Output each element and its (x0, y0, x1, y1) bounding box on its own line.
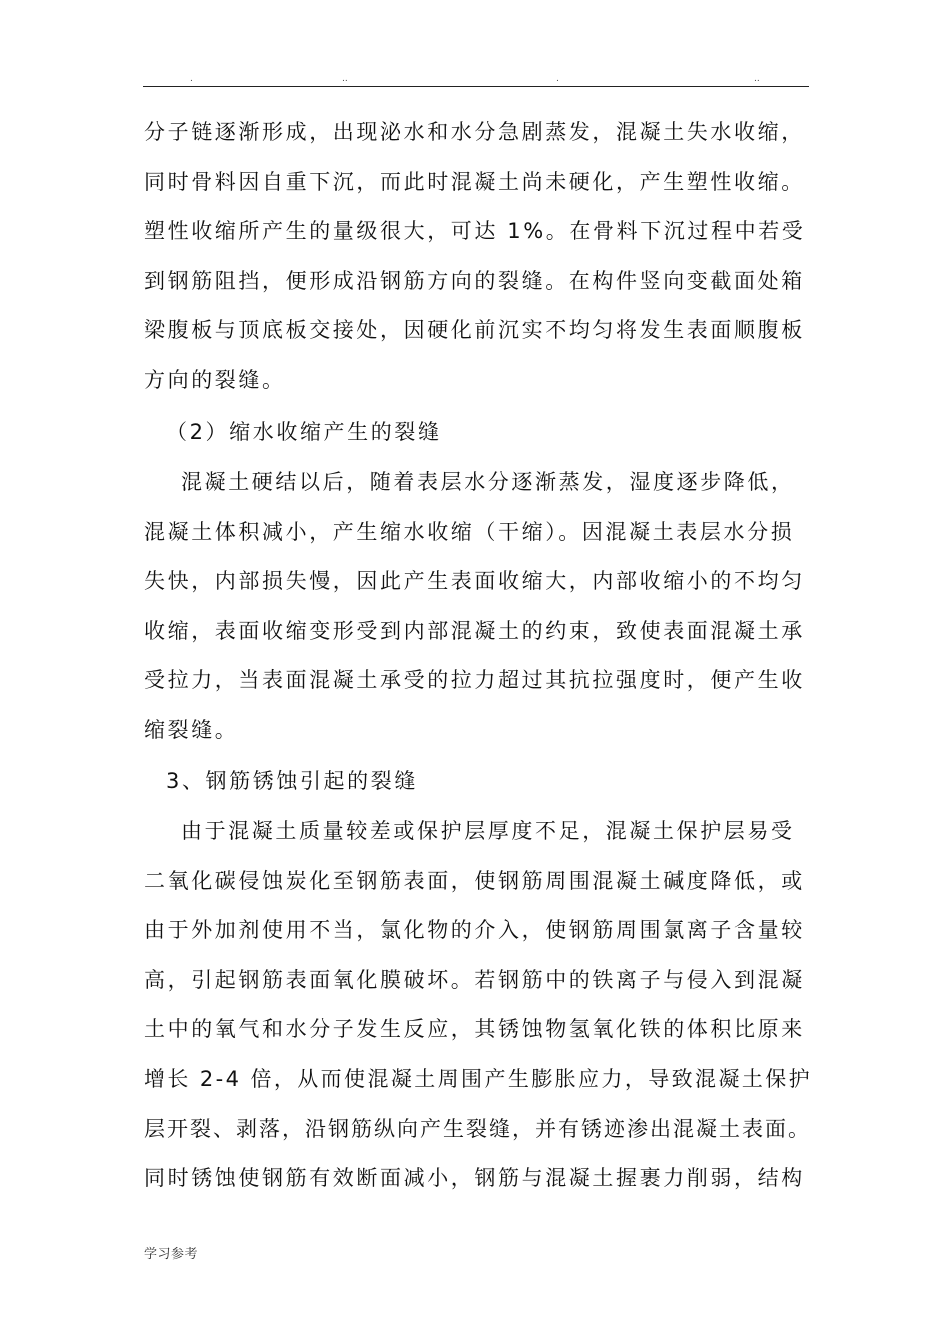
header-mark: . (556, 74, 559, 84)
text-line: 混凝土体积减小，产生缩水收缩（干缩）。因混凝土表层水分损 (144, 520, 795, 544)
header-divider (143, 86, 809, 87)
text-line: 失快，内部损失慢，因此产生表面收缩大，内部收缩小的不均匀 (144, 569, 805, 593)
text-line: 塑性收缩所产生的量级很大，可达 1%。在骨料下沉过程中若受 (144, 219, 806, 243)
header-mark: . (190, 74, 193, 84)
header-mark: .. (754, 74, 760, 84)
section-heading: 3、钢筋锈蚀引起的裂缝 (166, 769, 418, 793)
text-line: 由于外加剂使用不当，氯化物的介入，使钢筋周围氯离子含量较 (144, 918, 805, 942)
text-line: 层开裂、剥落，沿钢筋纵向产生裂缝，并有锈迹渗出混凝土表面。 (144, 1117, 811, 1141)
text-line: 到钢筋阻挡，便形成沿钢筋方向的裂缝。在构件竖向变截面处箱 (144, 269, 805, 293)
text-line: 土中的氧气和水分子发生反应，其锈蚀物氢氧化铁的体积比原来 (144, 1017, 805, 1041)
text-line: 梁腹板与顶底板交接处，因硬化前沉实不均匀将发生表面顺腹板 (144, 318, 805, 342)
text-line: 方向的裂缝。 (144, 368, 286, 392)
section-heading: （2）缩水收缩产生的裂缝 (166, 420, 442, 444)
text-line: 收缩，表面收缩变形受到内部混凝土的约束，致使表面混凝土承 (144, 619, 805, 643)
text-line: 缩裂缝。 (144, 718, 239, 742)
header-mark: .. (342, 74, 348, 84)
text-line: 同时锈蚀使钢筋有效断面减小，钢筋与混凝土握裹力削弱，结构 (144, 1166, 805, 1190)
text-line: 增长 2-4 倍，从而使混凝土周围产生膨胀应力，导致混凝土保护 (144, 1067, 813, 1091)
text-line: 二氧化碳侵蚀炭化至钢筋表面，使钢筋周围混凝土碱度降低，或 (144, 869, 805, 893)
text-line: 受拉力，当表面混凝土承受的拉力超过其抗拉强度时，便产生收 (144, 668, 805, 692)
page-footer: 学习参考 (144, 1247, 199, 1262)
text-line: 分子链逐渐形成，出现泌水和水分急剧蒸发，混凝土失水收缩， (144, 120, 805, 144)
text-line: 混凝土硬结以后，随着表层水分逐渐蒸发，湿度逐步降低， (181, 470, 795, 494)
text-line: 高，引起钢筋表面氧化膜破坏。若钢筋中的铁离子与侵入到混凝 (144, 968, 805, 992)
text-line: 由于混凝土质量较差或保护层厚度不足，混凝土保护层易受 (181, 819, 795, 843)
text-line: 同时骨料因自重下沉，而此时混凝土尚未硬化，产生塑性收缩。 (144, 170, 805, 194)
